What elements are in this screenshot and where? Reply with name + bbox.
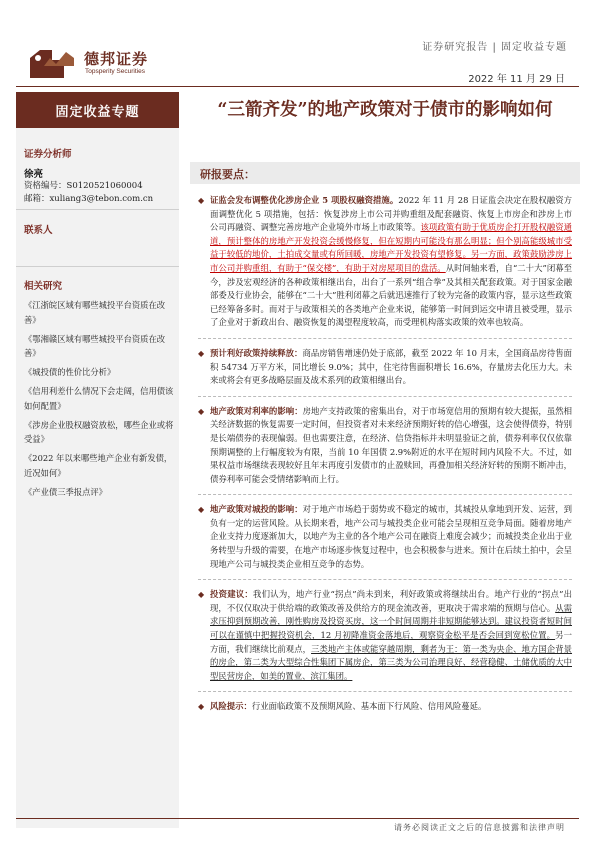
bullet-icon: ◆ [198,702,205,712]
key-point-text: 2022 年 11 月 28 日证监会决定在股权融资方面调整优化 5 项措施，包括：恢复涉房上市公司并购重组及配套融资、恢复上市房企和涉房上市公司再融资、调整完善房地产企业境外市场上市政策等。 [210,195,572,233]
report-type: 证券研究报告 | 固定收益专题 [422,42,567,53]
related-research-item[interactable]: 《2022 年以来哪些地产企业有新发债，近况如何》 [24,453,173,478]
bullet-icon: ◆ [198,505,205,515]
related-research-item[interactable]: 《鄂湘赣区域有哪些城投平台资质在改善》 [24,333,166,358]
paragraph-divider [198,396,572,397]
key-points-label: 研报要点： [200,168,255,181]
key-point-text: 房地产支持政策的密集出台，对于市场宽信用的预期有较大提振，虽然相关经济数据的恢复需要一定时间，但投资者对未来经济预期好转的信心增强，这会使得债券，特别是长端债券的表现偏弱。但也需要注意，在经济、信贷指标并未明显验证之前，债券利率仅仅依靠预期调整的上行幅度较为有限，当前 10 年国债 2.9%附近的水平在短时间内风险不大。不过，如果权益市场继续表现较好且年末再度引发债市的止盈赎回，再叠加相关经济好转的预期不断冲击，债券利率可能会受情绪影响而上行。 [210,405,573,484]
key-point-lgfv [198,503,572,571]
key-points-body [198,194,572,722]
sidebar-divider [16,266,179,267]
highlighted-text: 该项政策有助于优质房企打开股权融资通道，预计整体的房地产开发投资会缓慢修复，但在短期内可能没有那么明显；但个别高能级城市受益于较低的地价，土拍成交量或有所回暖，房地产开发投资有望修复。另一方面，政策鼓励涉房上市公司并购重组，有助于“保交楼”，有助于对房屋项目的盘活。 [210,222,573,273]
key-point-text: 另一方面，我们继续比前观点， [210,630,572,654]
paragraph-divider [198,691,572,692]
analyst-email[interactable]: 邮箱：xuliang3@tebon.com.cn [24,194,154,204]
report-title: “三箭齐发”的地产政策对于债市的影响如何 [217,100,553,120]
header-divider [16,86,579,87]
brand-logo-icon [26,44,78,82]
key-point-text: 从时间轴来看，自“二十大”闭幕至今，涉及宏观经济的各种政策相继出台，出台了一系列“组合拳”及其相关配套政策。对于国家金融部委及行业协会，能够在“二十大”胜利闭幕之后就迅速推行了较为完备的政策内容，显示这些政策已经筹备多时。而对于与政策相关的各类地产企业来说，能够第一时间到运交申请且被受理，显示了企业对于新政出台、融资恢复的渴望程度较高，而受理机构落实政策的效率也较高。 [210,262,573,328]
key-point-risk [198,700,572,714]
underlined-text: 三类地产主体或能穿越周期，剩者为王：第一类为央企、地方国企背景的房企，第二类为大型综合性集团下属房企，第三类为公司治理良好、经营稳健、土储优质的大中型民营房企，如美的置业、滨江集团。 [210,643,573,681]
related-research-item[interactable]: 《产业债三季报点评》 [24,486,107,497]
brand-name-cn: 德邦证券 [84,50,149,68]
key-point-text: 对于地产市场趋于弱势或不稳定的城市，其城投从拿地到开发、运营，到负有一定的运营风险。从长期来看，地产公司与城投类企业可能会呈现相互竞争局面。随着房地产企业支持力度逐渐加大，以地产为主业的各个地产公司在融资上难度会减少；而城投类企业出于业务转型与升级的需要，在地产市场逐步恢复过程中，也会积极参与进来。预计在后续土拍中，会呈现地产公司与城投类企业相互竞争的态势。 [210,504,573,569]
analyst-name: 徐亮 [24,169,44,180]
key-point-heading: 地产政策对城投的影响： [210,504,303,515]
key-points-header [190,162,580,184]
key-point-investment-advice [198,588,572,683]
related-research-item[interactable]: 《城投债的性价比分析》 [24,367,116,377]
related-research-label: 相关研究 [24,281,63,292]
paragraph-divider [198,338,572,339]
key-point-heading: 投资建议： [210,589,254,600]
bullet-icon: ◆ [198,348,205,358]
key-point-policy-outlook [198,347,572,388]
underlined-text: 从需求压抑到预期改善，刚性购房及投资买房，这一个时间周期并非短期能够达到。建议投资者短时间可以在谨慎中把握投资机会，12 月初降准资金落地后，观察资金松平是否会回到宽松位置。 [210,602,572,641]
paragraph-divider [198,494,572,495]
analyst-label: 证券分析师 [24,149,72,160]
sidebar-divider [16,209,179,210]
contact-label: 联系人 [24,225,53,236]
key-point-csrc [198,194,572,330]
analyst-license: 资格编号：S0120521060004 [24,181,143,191]
paragraph-divider [198,579,572,580]
key-point-heading: 地产政策对利率的影响： [210,405,303,416]
key-point-rates [198,405,572,487]
key-point-text: 行业面临政策不及预期风险、基本面下行风险、信用风险蔓延。 [251,701,487,712]
category-banner: 固定收益专题 [16,92,179,128]
bullet-icon: ◆ [198,590,205,600]
key-point-text: 商品房销售增速仍处于底部，截至 2022 年 10 月末，全国商品房待售面积 54734 万平方米，同比增长 9.0%；其中，住宅待售面积增长 16.6%，存量房去化压力大。未来或将会有更多战略层面及战术系列的政策相继出台。 [210,347,573,386]
key-point-heading: 证监会发布调整优化涉房企业 5 项股权融资措施。 [210,195,399,205]
related-research-item[interactable]: 《涉房企业股权融资放松，哪些企业或将受益》 [24,419,174,444]
footer-disclaimer: 请务必阅读正文之后的信息披露和法律声明 [394,823,565,832]
footer-divider [16,818,579,819]
report-date: 2022 年 11 月 29 日 [468,74,565,85]
key-point-heading: 预计利好政策持续释放： [210,347,303,358]
related-research-item[interactable]: 《信用利差什么情况下会走阔，信用债该如何配置》 [24,386,174,411]
related-research-item[interactable]: 《江浙皖区域有哪些城投平台资质在改善》 [24,300,166,325]
bullet-icon: ◆ [198,406,205,416]
key-point-heading: 风险提示： [210,701,252,712]
brand-name-en: Topsperity Securities [85,68,145,75]
key-point-text: 我们认为，地产行业“拐点”尚未到来，利好政策或将继续出台。地产行业的“拐点”出现，不仅仅取决于供给端的政策改善及供给方的现金流改善，更取决于需求端的预期与信心。 [210,589,573,613]
related-research-list [24,298,174,504]
brand-logo [26,44,166,84]
bullet-icon: ◆ [198,196,205,205]
